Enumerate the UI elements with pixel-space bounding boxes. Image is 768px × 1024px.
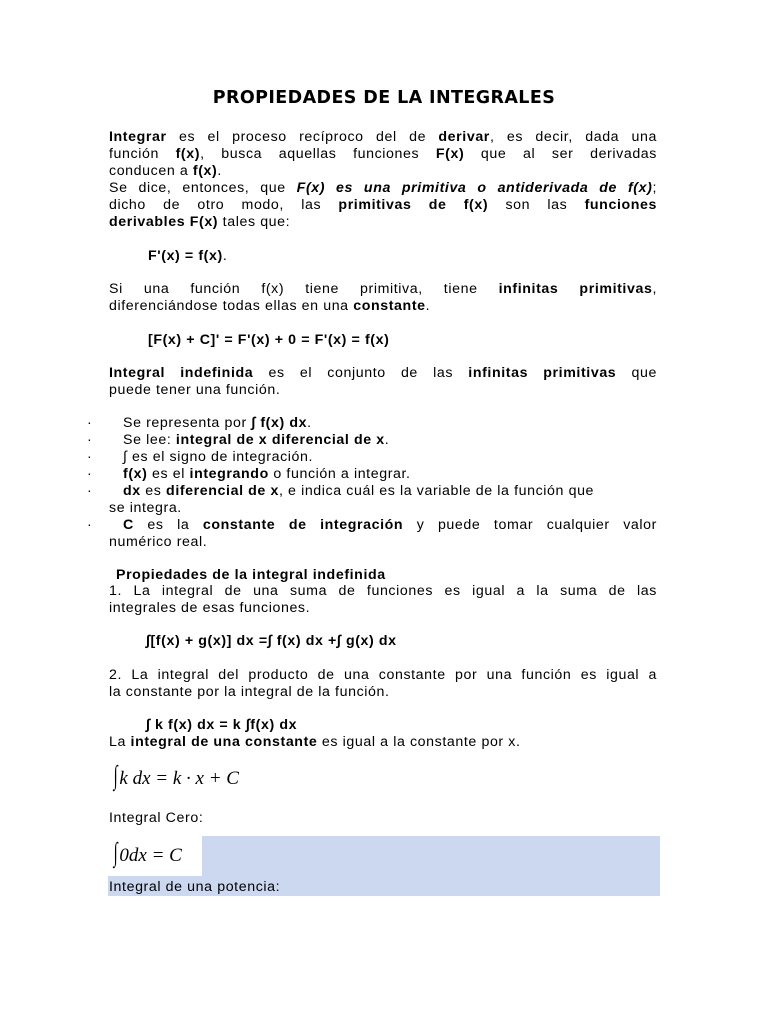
equation-constant-rule: ∫ k f(x) dx = k ∫f(x) dx: [146, 717, 298, 733]
property-2-line1: 2. La integral del producto de una constante por una función es igual a: [109, 667, 657, 683]
equation-derivative: F'(x) = f(x).: [148, 248, 228, 264]
constant-integral-text: La integral de una constante es igual a la constante por x.: [109, 734, 521, 750]
property-1-line2: integrales de esas funciones.: [109, 600, 311, 616]
p3-line1: Si una función f(x) tiene primitiva, tiene infinitas primitivas,: [109, 281, 657, 297]
section-heading: Propiedades de la integral indefinida: [116, 567, 386, 583]
p1-line2: función f(x), busca aquellas funciones F(x) que al ser derivadas: [109, 146, 657, 162]
p2-line3: derivables F(x) tales que:: [109, 214, 291, 230]
formula-zero-integral: ∫0dx = C: [113, 837, 182, 867]
equation-constant: [F(x) + C]' = F'(x) + 0 = F'(x) = f(x): [148, 332, 390, 348]
p2-line1: Se dice, entonces, que F(x) es una primitiva o antiderivada de f(x);: [109, 180, 657, 196]
integral-zero-label: Integral Cero:: [109, 810, 204, 826]
p2-line2: dicho de otro modo, las primitivas de f(x) son las funciones: [109, 197, 657, 213]
list-item-continuation: numérico real.: [109, 534, 208, 550]
p3-line2: diferenciándose todas ellas en una constante.: [109, 298, 431, 314]
equation-sum-rule: ∫[f(x) + g(x)] dx =∫ f(x) dx +∫ g(x) dx: [146, 633, 397, 649]
list-item-continuation: se integra.: [109, 500, 182, 516]
formula-constant-integral: ∫k dx = k · x + C: [113, 760, 239, 790]
p1-line1: Integrar es el proceso recíproco del de derivar, es decir, dada una: [109, 129, 657, 145]
p4-line2: puede tener una función.: [109, 382, 281, 398]
property-1-line1: 1. La integral de una suma de funciones es igual a la suma de las: [109, 583, 657, 599]
page-title: PROPIEDADES DE LA INTEGRALES: [212, 88, 556, 108]
property-2-line2: la constante por la integral de la función.: [109, 684, 390, 700]
p1-line3: conducen a f(x).: [109, 163, 222, 179]
document-page: PROPIEDADES DE LA INTEGRALES Integrar es el proceso recíproco del de derivar, es decir, dada una función f(x), busca aquellas funciones F(x) que al ser derivadas conducen a f(x). Se dice, entonces, que F(x) es una primitiva o antiderivada de f(x); dicho de otro modo, las primitivas de f(x) son las funciones derivables F(x) tales que: F'(x) = f(x). Si una función f(x) tiene primitiva, tiene infinitas primitivas, diferenciándose todas ellas en una constante. [F(x) + C]' = F'(x) + 0 = F'(x) = f(x) Integral indefinida es el conjunto de las infinitas primitivas que puede tener una función. · Se representa por ∫ f(x) dx. · Se lee: integral de x diferencial de x. · ∫ es el signo de integración. · f(x) es el integrando o función a integrar. · dx es diferencial de x, e indica cuál es la variable de la función que se integra. · C es la constante de integración y puede tomar cualquier valor numérico real. Propiedades de la integral indefinida 1. La integral de una suma de funciones es igual a la suma de las integrales de esas funciones. ∫[f(x) + g(x)] dx =∫ f(x) dx +∫ g(x) dx 2. La integral del producto de una constante por una función es igual a la constante por la integral de la función. ∫ k f(x) dx = k ∫f(x) dx La integral de una constante es igual a la constante por x. ∫k dx = k · x + C Integral Cero: ∫0dx = C Integral de una potencia:: [0, 0, 768, 1024]
integral-power-label: Integral de una potencia:: [109, 879, 281, 895]
p4-line1: Integral indefinida es el conjunto de las infinitas primitivas que: [109, 365, 657, 381]
